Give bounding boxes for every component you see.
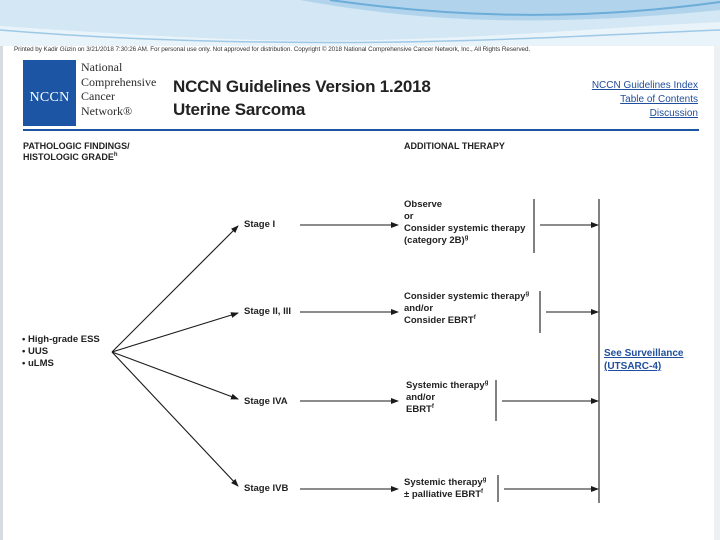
- footnote-ref: f: [431, 403, 434, 410]
- see-surveillance-link[interactable]: [604, 347, 684, 373]
- therapy-stage-ivb: [404, 477, 486, 501]
- stage-i-label: Stage I: [244, 219, 276, 230]
- therapy-line: [404, 211, 525, 223]
- guideline-title: NCCN Guidelines Version 1.2018: [173, 77, 431, 96]
- therapy-line: [404, 303, 529, 315]
- finding-item: • High-grade ESS: [22, 334, 100, 346]
- column-header-therapy: ADDITIONAL THERAPY: [404, 141, 505, 151]
- table-of-contents-link[interactable]: Table of Contents: [620, 94, 698, 105]
- therapy-text: EBRT: [406, 404, 432, 415]
- finding-item: • uLMS: [22, 358, 100, 370]
- pathologic-findings-list: [22, 334, 100, 370]
- footnote-ref: g: [464, 234, 469, 241]
- guideline-subtitle: Uterine Sarcoma: [173, 100, 306, 119]
- therapy-line: [404, 315, 529, 327]
- stage-iva-label: Stage IVA: [244, 396, 288, 407]
- arrow-to-stage-ivb: [112, 352, 238, 486]
- therapy-stage-iva: [406, 380, 488, 416]
- column-header-text: HISTOLOGIC GRADE: [23, 152, 114, 162]
- footnote-ref: f: [473, 314, 476, 321]
- therapy-line: [404, 223, 525, 235]
- therapy-line: [406, 380, 488, 392]
- arrow-to-stage-i: [112, 226, 238, 352]
- therapy-text: Consider systemic therapy: [404, 291, 526, 302]
- therapy-text: Observe: [404, 199, 443, 210]
- therapy-text: and/or: [404, 303, 434, 314]
- logo-line: Network®: [81, 103, 133, 118]
- print-notice: Printed by Kadir Güzin on 3/21/2018 7:30:26 AM. For personal use only. Not approved for distribution. Copyright © 2018 National Comprehensive Cancer Network, Inc., All Rights Reserved.: [14, 46, 531, 53]
- discussion-link[interactable]: Discussion: [649, 108, 698, 119]
- therapy-line: [404, 489, 486, 501]
- therapy-line: [404, 235, 525, 247]
- column-header-line: PATHOLOGIC FINDINGS/: [23, 141, 130, 151]
- therapy-line: [404, 199, 525, 211]
- therapy-stage-ii-iii: [404, 291, 529, 327]
- surveillance-line[interactable]: (UTSARC-4): [604, 361, 662, 372]
- therapy-line: [404, 291, 529, 303]
- footnote-ref: g: [482, 476, 487, 483]
- finding-item: • UUS: [22, 346, 100, 358]
- stage-ivb-label: Stage IVB: [244, 483, 289, 494]
- footnote-ref: g: [484, 379, 489, 386]
- logo-line: Cancer: [81, 89, 115, 103]
- therapy-text: Systemic therapy: [406, 380, 485, 391]
- therapy-text: or: [404, 211, 414, 222]
- therapy-text: (category 2B): [404, 235, 465, 246]
- therapy-text: Systemic therapy: [404, 477, 483, 488]
- therapy-line: [404, 477, 486, 489]
- surveillance-line[interactable]: See Surveillance: [604, 348, 684, 359]
- guidelines-index-link[interactable]: NCCN Guidelines Index: [591, 80, 698, 91]
- logo-line: Comprehensive: [81, 74, 157, 89]
- therapy-text: Consider systemic therapy: [404, 223, 526, 234]
- logo-line: National: [81, 60, 123, 74]
- footnote-ref: f: [481, 488, 484, 495]
- arrow-to-stage-iva: [112, 352, 238, 399]
- footnote-ref: g: [525, 290, 530, 297]
- therapy-text: Consider EBRT: [404, 315, 474, 326]
- therapy-text: ± palliative EBRT: [404, 489, 482, 500]
- therapy-line: [406, 404, 488, 416]
- therapy-line: [406, 392, 488, 404]
- therapy-stage-i: [404, 199, 525, 247]
- footnote-ref: h: [113, 152, 118, 158]
- therapy-text: and/or: [406, 392, 436, 403]
- logo-abbrev: NCCN: [29, 90, 70, 105]
- stage-ii-iii-label: Stage II, III: [244, 306, 291, 317]
